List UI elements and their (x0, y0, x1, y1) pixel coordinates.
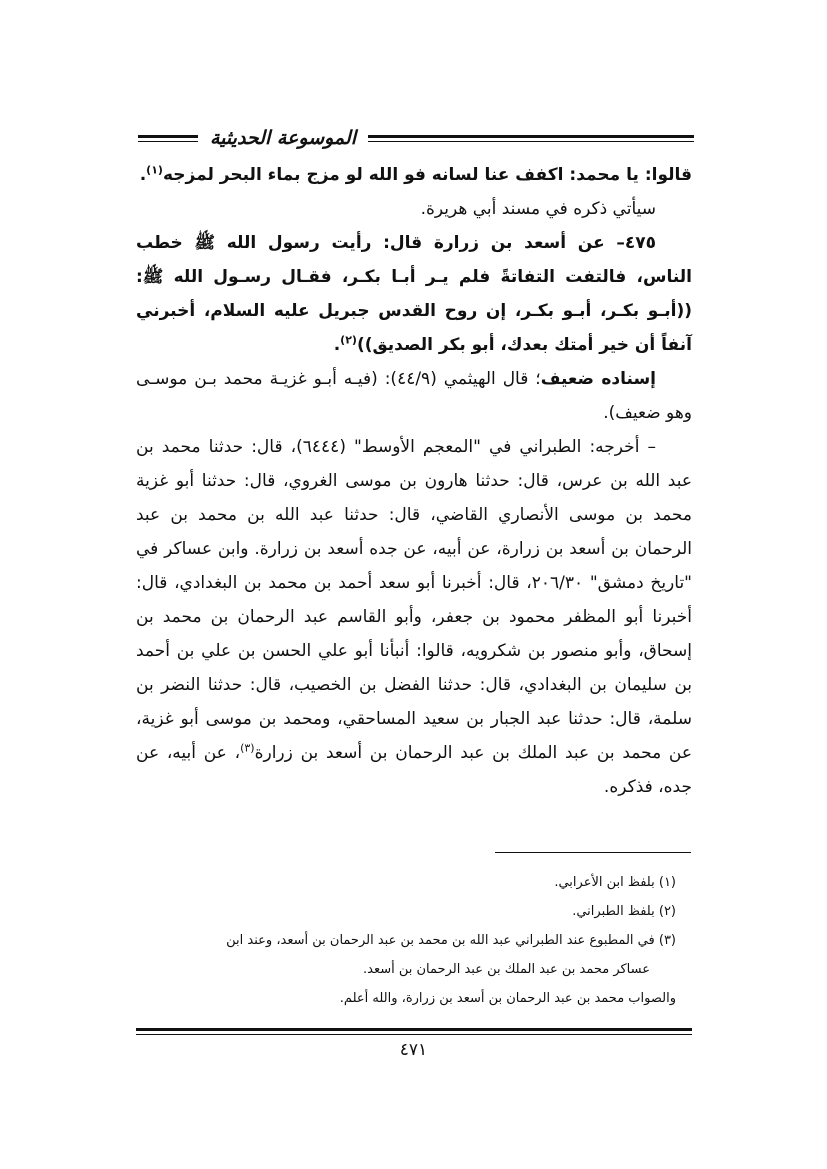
footnote-3-continuation: عساكر محمد بن عبد الملك بن عبد الرحمان بن أسعد. (363, 962, 650, 977)
header-rule-right (368, 135, 694, 142)
body-text (136, 158, 692, 804)
hadith-475: ٤٧٥– عن أسعد بن زرارة قال: رأيت رسول الله ﷺ خطب الناس، فالتفت التفاتةً فلم يـر أبـا بكـر، فقـال رسـول الله ﷺ: ((أبـو بكـر، أبـو بكـر، إن روح القدس جبريل عليه السلام، أخبرني آنفاً أن خير أمتك بعدك، أبو بكر الصديق))$^{(٢)}$. (136, 233, 692, 355)
page-number: ٤٧١ (399, 1040, 428, 1060)
isnad-verdict: إسناده ضعيف (540, 369, 656, 389)
footnote-3: (٣) في المطبوع عند الطبراني عبد الله بن محمد بن عبد الرحمان بن أسعد، وعند ابن (226, 933, 676, 948)
header-rule-left (138, 135, 198, 142)
bottom-rule (136, 1028, 692, 1035)
footnotes (136, 868, 692, 1013)
footnote-correction: والصواب محمد بن عبد الرحمان بن أسعد بن زرارة، والله أعلم. (339, 991, 676, 1006)
footnote-ref-2: (٢) (340, 333, 357, 347)
page-header (138, 122, 694, 154)
footnote-2: (٢) بلفظ الطبراني. (572, 904, 676, 919)
cross-reference: سيأتي ذكره في مسند أبي هريرة. (420, 199, 656, 219)
footnote-ref-1: (١) (146, 163, 163, 177)
footnote-separator (495, 852, 691, 853)
footnote-1: (١) بلفظ ابن الأعرابي. (554, 875, 676, 890)
isnad-grading: إسناده ضعيف؛ قال الهيثمي (٤٤/٩): (فيـه أبـو غزيـة محمد بـن موسـى وهو ضعيف). (136, 369, 692, 423)
takhrij-paragraph: – أخرجه: الطبراني في "المعجم الأوسط" (٦٤٤٤)، قال: حدثنا محمد بن عبد الله بن عرس، قال: حدثنا هارون بن موسى الغروي، قال: حدثنا أبو غزية محمد بن موسى الأنصاري القاضي، قال: حدثنا عبد الله بن محمد بن عبد الرحمان بن أسعد بن زرارة، عن أبيه، عن جده أسعد بن زرارة. وابن عساكر في "تاريخ دمشق" ٢٠٦/٣٠، قال: أخبرنا أبو سعد أحمد بن محمد بن البغدادي، قال: أخبرنا أبو المظفر محمود بن جعفر، وأبو القاسم عبد الرحمان بن محمد بن إسحاق، وأبو منصور بن شكرويه، قالوا: أنبأنا أبو علي الحسن بن علي بن أحمد بن سليمان بن البغدادي، قال: حدثنا الفضل بن الخصيب، قال: حدثنا النضر بن سلمة، قال: حدثنا عبد الجبار بن سعيد المساحقي، ومحمد بن موسى أبو غزية، عن محمد بن عبد الملك بن عبد الرحمان بن أسعد بن زرارة$^{(٣)}$، عن أبيه، عن جده، فذكره. (136, 437, 692, 797)
quote-paragraph: قالوا: يا محمد: اكفف عنا لسانه فو الله لو مزج بماء البحر لمزجه$^{(١)}$. (139, 163, 692, 185)
footnote-ref-3: (٣) (240, 741, 255, 755)
running-title: الموسوعة الحديثية (210, 127, 356, 149)
